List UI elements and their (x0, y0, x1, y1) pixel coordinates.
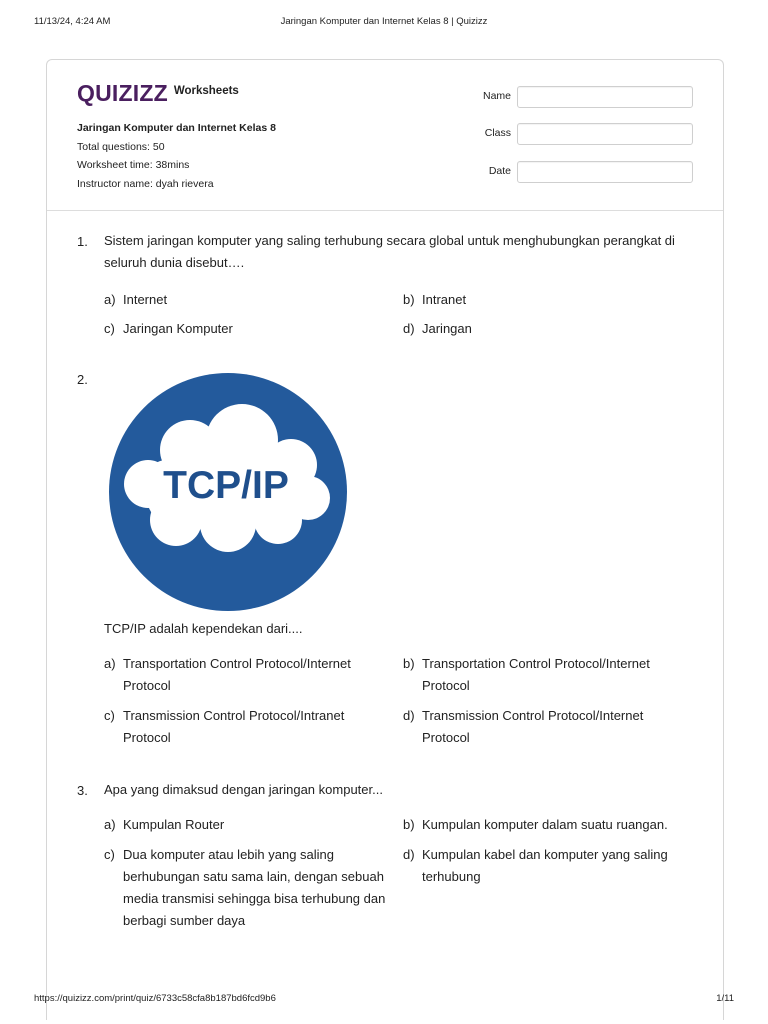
print-header (34, 16, 734, 30)
option-text-line: Kumpulan kabel dan komputer yang saling (422, 847, 668, 862)
quizizz-logo (77, 80, 239, 106)
question-number: 2. (77, 372, 88, 387)
name-field (477, 86, 693, 108)
instructor-name: Instructor name: dyah rievera (77, 177, 214, 190)
question-number: 1. (77, 234, 88, 249)
option-letter: d) (403, 321, 415, 336)
name-label: Name (482, 90, 511, 102)
class-field (477, 123, 693, 145)
class-label: Class (484, 127, 511, 139)
option-text-line: Transportation Control Protocol/Internet (422, 656, 650, 671)
option-letter: b) (403, 656, 415, 671)
option-text-line: media transmisi sehingga bisa terhubung dan (123, 891, 386, 906)
print-page-number: 1/11 (716, 993, 734, 1004)
option-text: Intranet (422, 292, 467, 307)
option-letter: d) (403, 847, 415, 862)
question-number: 3. (77, 783, 88, 798)
worksheet-header (47, 60, 723, 211)
option-text: Jaringan (422, 321, 472, 336)
quiz-title: Jaringan Komputer dan Internet Kelas 8 (77, 122, 276, 134)
option-text-line: Kumpulan komputer dalam suatu ruangan. (422, 817, 668, 832)
option-text (422, 844, 712, 888)
logo-subtitle: Worksheets (173, 84, 239, 97)
option-text-line: Transportation Control Protocol/Internet (123, 656, 351, 671)
option-text (123, 844, 403, 932)
option-text-line: Transmission Control Protocol/Intranet (123, 708, 345, 723)
print-footer (34, 993, 734, 1007)
option-text (422, 705, 692, 749)
tcp-ip-image (108, 372, 348, 612)
worksheet-card (46, 59, 724, 1020)
option-text-line: berhubungan satu sama lain, dengan sebuah (123, 869, 384, 884)
total-questions: Total questions: 50 (77, 140, 165, 153)
date-input[interactable] (517, 161, 693, 183)
option-text-line: berbagi sumber daya (123, 913, 246, 928)
option-text-line: Transmission Control Protocol/Internet (422, 708, 644, 723)
worksheet-meta (77, 119, 276, 193)
print-datetime: 11/13/24, 4:24 AM (34, 16, 111, 27)
option-text (123, 705, 393, 749)
option-text-line: Protocol (422, 678, 470, 693)
option-text-line: terhubung (422, 869, 481, 884)
date-field (477, 161, 693, 183)
option-text (123, 814, 403, 836)
option-text-line: Protocol (123, 730, 171, 745)
image-text: TCP/IP (163, 464, 289, 507)
question-text: TCP/IP adalah kependekan dari.... (104, 621, 303, 636)
option-text: Internet (123, 292, 168, 307)
date-label: Date (488, 165, 511, 177)
option-letter: c) (104, 708, 115, 723)
option-letter: b) (403, 817, 415, 832)
option-text-line: Kumpulan Router (123, 817, 225, 832)
question-text-line: Sistem jaringan komputer yang saling terhubung secara global untuk menghubungkan perangkat di (104, 233, 675, 248)
name-input[interactable] (517, 86, 693, 108)
option-letter: c) (104, 321, 115, 336)
logo-wordmark: QUIZIZZ (77, 80, 168, 106)
option-text (422, 814, 712, 836)
option-letter: a) (104, 817, 116, 832)
option-letter: a) (104, 292, 116, 307)
option-letter: d) (403, 708, 415, 723)
question-text: Apa yang dimaksud dengan jaringan komputer... (104, 782, 383, 797)
class-input[interactable] (517, 123, 693, 145)
print-url[interactable]: https://quizizz.com/print/quiz/6733c58cfa8b187bd6fcd9b6 (34, 993, 276, 1004)
option-letter: a) (104, 656, 116, 671)
option-text-line: Protocol (123, 678, 171, 693)
option-text (123, 653, 393, 697)
option-letter: c) (104, 847, 115, 862)
question-text-line: seluruh dunia disebut…. (104, 255, 245, 270)
worksheet-time: Worksheet time: 38mins (77, 159, 190, 171)
print-page-title: Jaringan Komputer dan Internet Kelas 8 | Quizizz (280, 16, 488, 27)
question-text (104, 230, 704, 274)
option-text-line: Protocol (422, 730, 470, 745)
option-letter: b) (403, 292, 415, 307)
option-text: Jaringan Komputer (123, 321, 233, 336)
option-text-line: Dua komputer atau lebih yang saling (123, 847, 335, 862)
option-text (422, 653, 692, 697)
